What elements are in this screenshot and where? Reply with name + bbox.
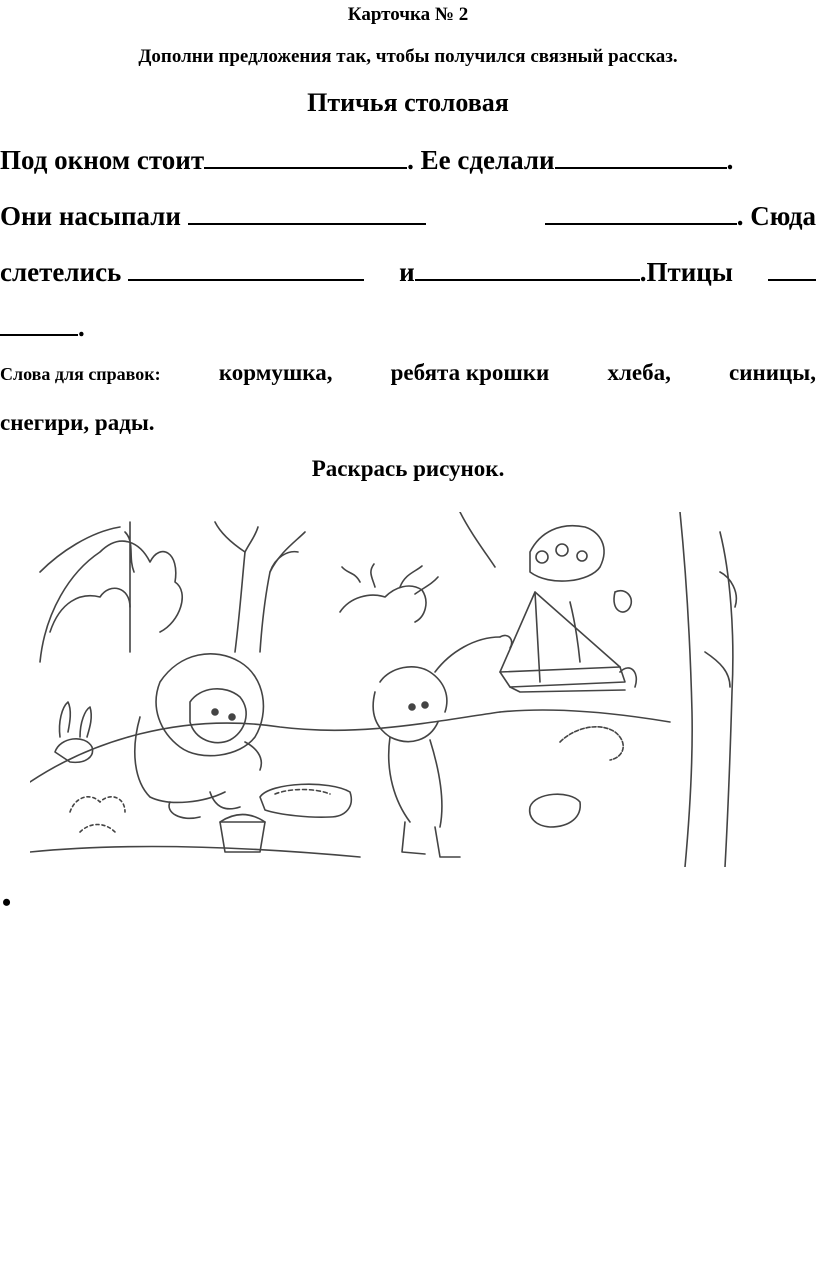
- answer-blank[interactable]: [204, 143, 407, 169]
- color-task: Раскрась рисунок.: [311, 456, 505, 481]
- answer-blank[interactable]: [188, 199, 426, 225]
- story-line-3: [0, 255, 816, 288]
- story-text: . Сюда: [545, 199, 816, 232]
- bullet: •: [2, 888, 12, 917]
- answer-blank[interactable]: [0, 310, 78, 336]
- answer-blank[interactable]: [415, 255, 640, 281]
- story-line-4: [0, 310, 816, 343]
- answer-blank[interactable]: [545, 199, 737, 225]
- card-title: Карточка № 2: [347, 4, 469, 25]
- answer-blank[interactable]: [128, 255, 364, 281]
- hint-word: кормушка,: [218, 360, 333, 385]
- story-title: Птичья столовая: [307, 88, 509, 117]
- answer-blank[interactable]: [555, 143, 727, 169]
- story-line-2: [0, 199, 816, 232]
- story-text: Под окном стоит: [0, 145, 205, 175]
- story-text: слетелись: [0, 255, 364, 288]
- instruction: Дополни предложения так, чтобы получился связный рассказ.: [138, 46, 678, 67]
- answer-blank[interactable]: [768, 255, 816, 281]
- hint-word: хлеба,: [607, 360, 671, 385]
- story-text: .: [78, 312, 85, 342]
- story-text: .: [726, 145, 734, 175]
- hint-label: Слова для справок:: [0, 364, 161, 384]
- hint-line-1: [0, 360, 816, 386]
- story-text: и .Птицы: [399, 257, 733, 287]
- story-text: . Ее сделали: [407, 145, 555, 175]
- hint-word: синицы,: [729, 360, 816, 385]
- coloring-illustration[interactable]: [30, 512, 790, 867]
- story-text: Они насыпали: [0, 199, 426, 232]
- hint-word: ребята крошки: [390, 360, 550, 385]
- story-line-1: [0, 143, 816, 176]
- hint-line-2: снегири, рады.: [0, 410, 155, 435]
